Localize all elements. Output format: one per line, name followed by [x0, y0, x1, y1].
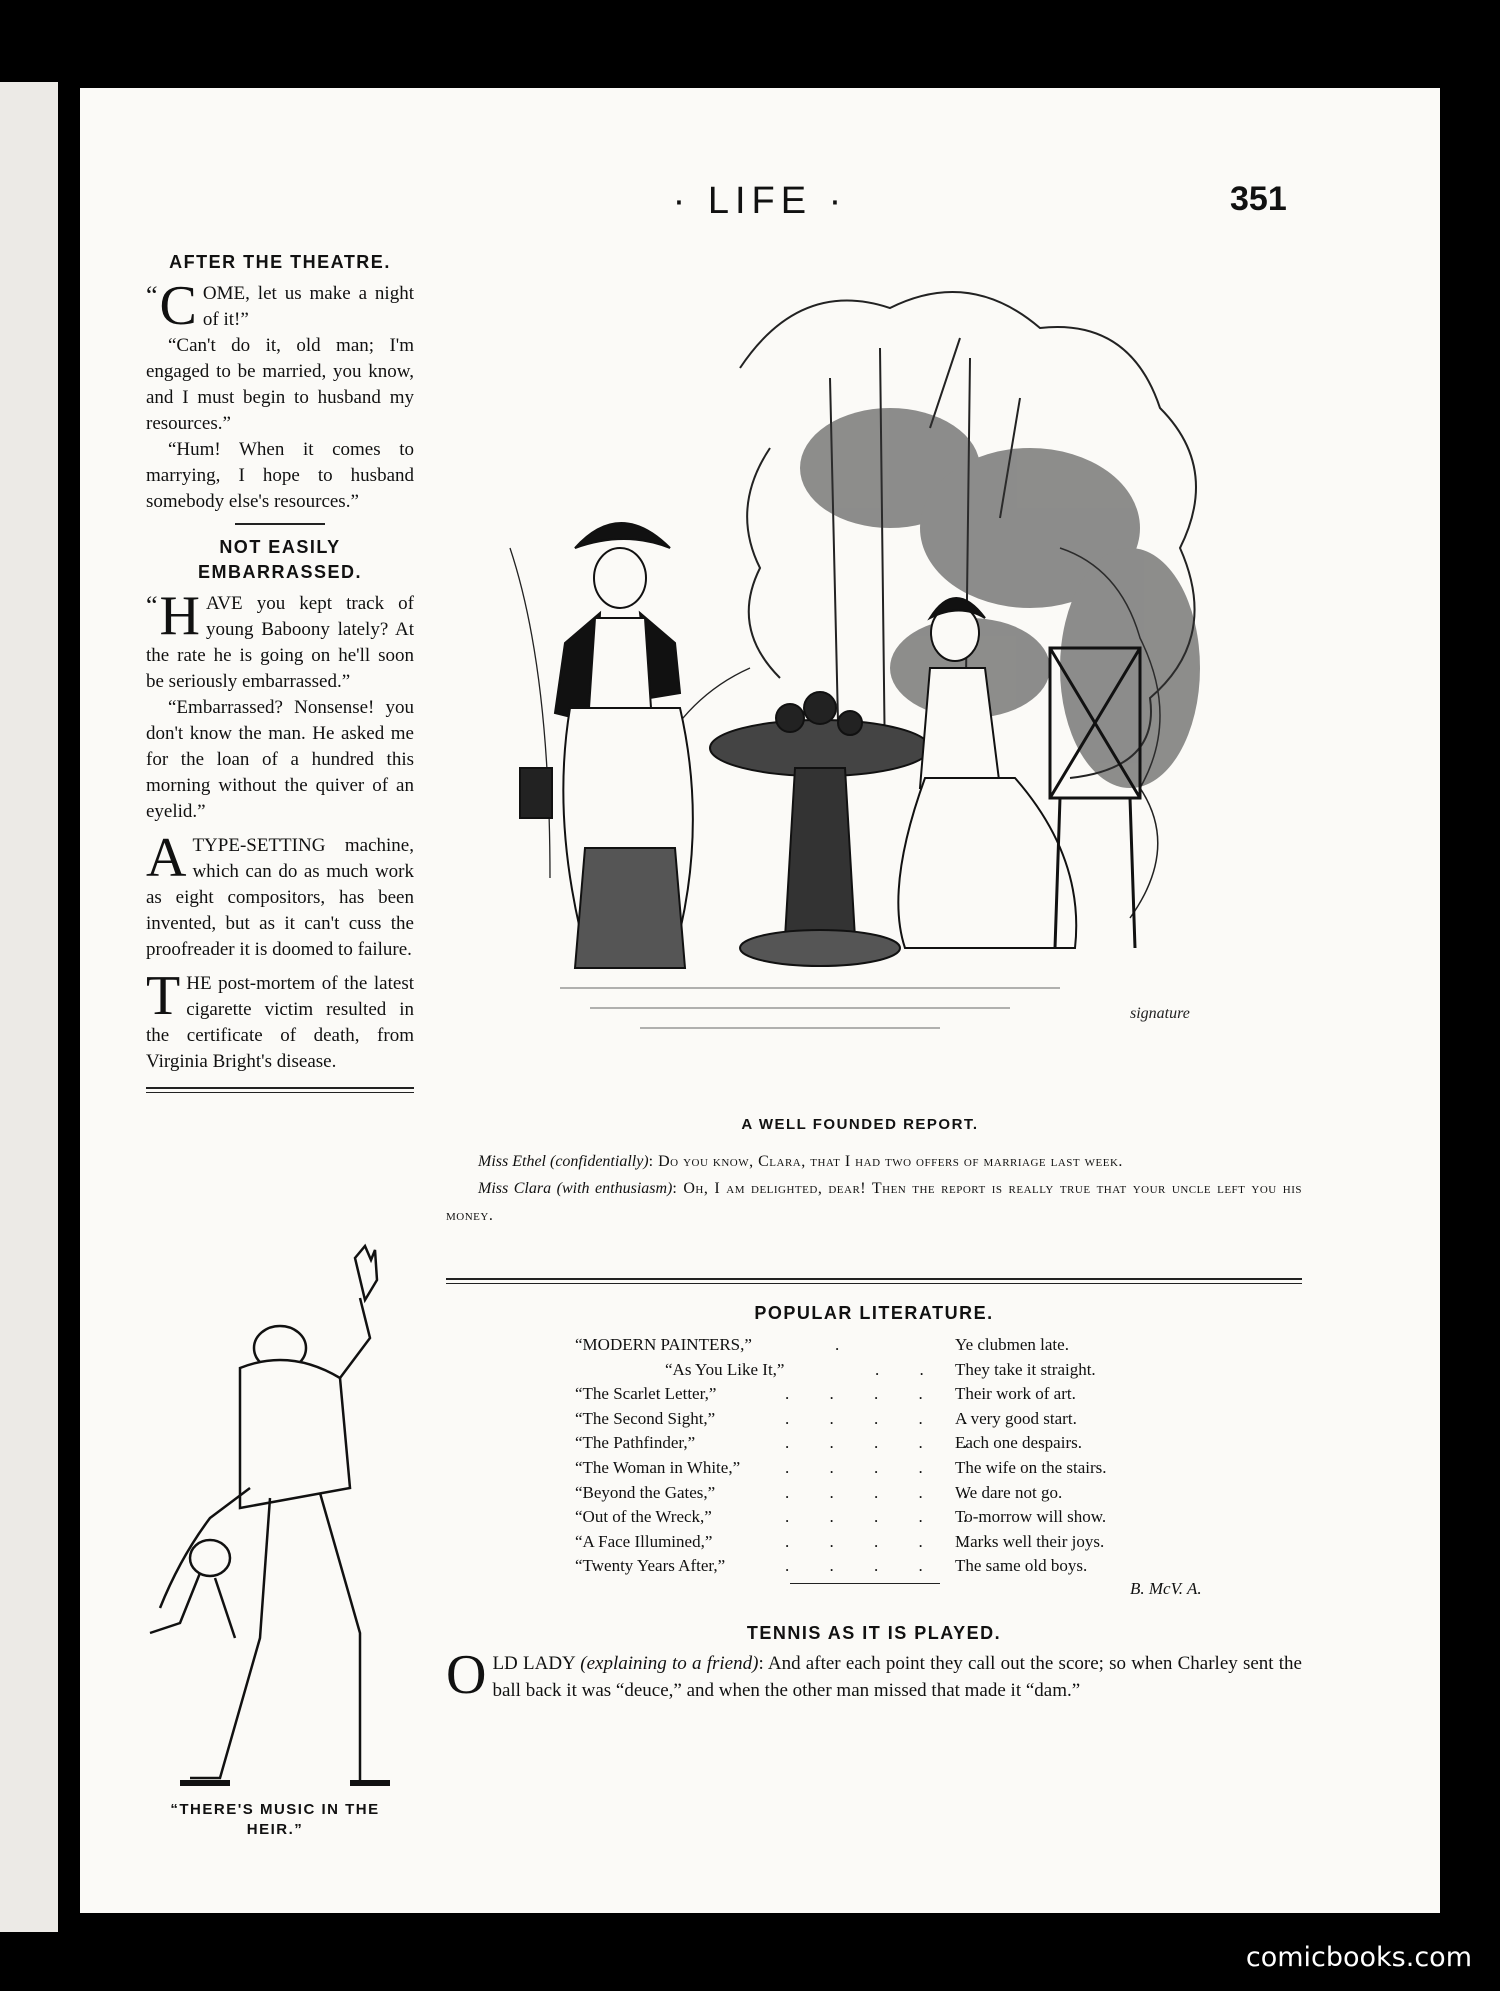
drop-quote: “: [146, 281, 158, 310]
poem-row: [575, 1333, 1275, 1358]
cartoon-illustration: [120, 1238, 420, 1808]
poem-dots: .: [835, 1335, 858, 1354]
drop-cap: H: [159, 585, 200, 647]
direction-clara: (with enthusiasm): [556, 1180, 673, 1197]
poem-line: A very good start.: [955, 1408, 1077, 1428]
poem-dots: . . . .: [785, 1457, 941, 1477]
drop-cap: O: [446, 1644, 487, 1706]
embarrassed-p2: “Embarrassed? Nonsense! you don't know the man. He asked me for the loan of a hundred this morning without the quiver of an eyelid.”: [146, 697, 414, 822]
embarrassed-title: NOT EASILY EMBARRASSED.: [197, 537, 362, 582]
poem-line: Ye clubmen late.: [955, 1335, 1069, 1354]
poem-row: [575, 1431, 1275, 1456]
adjacent-page-edge: [0, 82, 58, 1932]
poem-dots: . . . . .: [785, 1531, 986, 1551]
poem-dots: . . . . .: [785, 1433, 986, 1453]
garden-illustration: [410, 248, 1380, 1178]
illustration-title: A WELL FOUNDED REPORT.: [741, 1116, 979, 1133]
poem-title: “Twenty Years After,”: [575, 1556, 726, 1576]
embarrassed-p1: [146, 585, 414, 695]
drop-quote: “: [146, 591, 158, 620]
drop-cap: A: [146, 827, 187, 889]
svg-text:signature: signature: [1130, 1005, 1190, 1022]
tennis-title: TENNIS AS IT IS PLAYED.: [746, 1623, 1002, 1643]
poem-dots: . .: [875, 1359, 942, 1379]
poem-title: “Out of the Wreck,”: [575, 1507, 712, 1527]
after-theatre-p2: “Can't do it, old man; I'm engaged to be married, you know, and I must begin to husband my resources.”: [146, 335, 414, 434]
magazine-page: [80, 88, 1440, 1913]
tennis-paragraph: [446, 1644, 1302, 1706]
speaker-clara: Miss Clara: [478, 1180, 552, 1197]
poem-title: “The Woman in White,”: [575, 1457, 741, 1477]
poem-line: The wife on the stairs.: [955, 1457, 1107, 1477]
poem-title: “The Second Sight,”: [575, 1408, 716, 1428]
poem-line: The same old boys.: [955, 1556, 1088, 1576]
poem-title: “Beyond the Gates,”: [575, 1482, 716, 1502]
poem-dots: . . . . .: [785, 1507, 986, 1527]
page-number: 351: [1230, 180, 1287, 218]
watermark: comicbooks.com: [1245, 1942, 1472, 1973]
after-theatre-p1: [146, 275, 414, 337]
poem-line: We dare not go.: [955, 1482, 1063, 1502]
poem-line: Each one despairs.: [955, 1433, 1082, 1453]
illustration-dialog: [446, 1148, 1302, 1229]
poem-title: “MODERN PAINTERS,”: [575, 1335, 752, 1354]
poem-row: [575, 1530, 1275, 1555]
typesetting-text: TYPE-SETTING machine, which can do as much work as eight compositors, has been invented, but as it can't cuss the proofreader it is doomed to failure.: [146, 835, 414, 960]
cartoon-caption: “THERE'S MUSIC IN THE HEIR.”: [170, 1801, 380, 1838]
direction-ethel: (confidentially): [550, 1153, 649, 1170]
drop-cap: T: [146, 965, 181, 1027]
after-theatre-p1-text: OME, let us make a night of it!”: [202, 283, 414, 330]
typesetting-paragraph: [146, 827, 414, 963]
poem-row: [575, 1554, 1275, 1579]
poem-title: “As You Like It,”: [665, 1359, 785, 1379]
poem-line: Marks well their joys.: [955, 1531, 1105, 1551]
poem-dots: . . . .: [785, 1556, 941, 1576]
poem-end-rule: [790, 1583, 940, 1584]
poem-row: [575, 1407, 1275, 1432]
dialog-line-clara: [446, 1175, 1302, 1229]
after-theatre-p3: “Hum! When it comes to marrying, I hope to husband somebody else's resources.”: [146, 439, 414, 512]
popular-literature-title: POPULAR LITERATURE.: [754, 1303, 994, 1323]
drop-cap: C: [159, 275, 197, 337]
section-rule: [235, 523, 325, 525]
speaker-ethel: Miss Ethel: [478, 1153, 546, 1170]
postmortem-paragraph: [146, 965, 414, 1075]
poem-line: They take it straight.: [955, 1359, 1096, 1379]
poem-line: To-morrow will show.: [955, 1507, 1107, 1527]
column-double-rule: [146, 1087, 414, 1093]
text-clara: : Oh, I am delighted, dear! Then the report is really true that your uncle left you his money.: [446, 1180, 1303, 1224]
embarrassed-p1-text: AVE you kept track of young Baboony lately? At the rate he is going on he'll soon be seriously embarrassed.”: [146, 593, 414, 692]
poem-row: [575, 1382, 1275, 1407]
poem-title: “The Scarlet Letter,”: [575, 1384, 717, 1404]
left-column: [146, 250, 414, 1105]
postmortem-text: HE post-mortem of the latest cigarette victim resulted in the certificate of death, from Virginia Bright's disease.: [146, 973, 414, 1072]
poem-row: [575, 1505, 1275, 1530]
poem-line: Their work of art.: [955, 1384, 1076, 1404]
dialog-line-ethel: [446, 1148, 1302, 1175]
popular-literature-poem: [575, 1333, 1275, 1579]
poem-row: [575, 1456, 1275, 1481]
poem-signature: B. McV. A.: [1130, 1579, 1202, 1598]
poem-title: “A Face Illumined,”: [575, 1531, 713, 1551]
after-theatre-title: AFTER THE THEATRE.: [169, 252, 391, 272]
poem-dots: . . . . .: [785, 1408, 986, 1428]
masthead-title: · LIFE ·: [672, 180, 848, 222]
wide-double-rule: [446, 1278, 1302, 1284]
tennis-text: : And after each point they call out the score; so when Charley sent the ball back it was “deuce,” and when the other man missed that made it “dam.”: [492, 1653, 1302, 1701]
tennis-speaker: LD LADY: [492, 1653, 576, 1674]
poem-dots: . . . . .: [785, 1482, 986, 1502]
poem-row: [575, 1481, 1275, 1506]
poem-row: [575, 1358, 1275, 1383]
poem-title: “The Pathfinder,”: [575, 1433, 696, 1453]
text-ethel: : Do you know, Clara, that I had two offers of marriage last week.: [648, 1153, 1123, 1170]
tennis-direction: (explaining to a friend): [580, 1653, 759, 1674]
poem-dots: . . . .: [785, 1384, 941, 1404]
